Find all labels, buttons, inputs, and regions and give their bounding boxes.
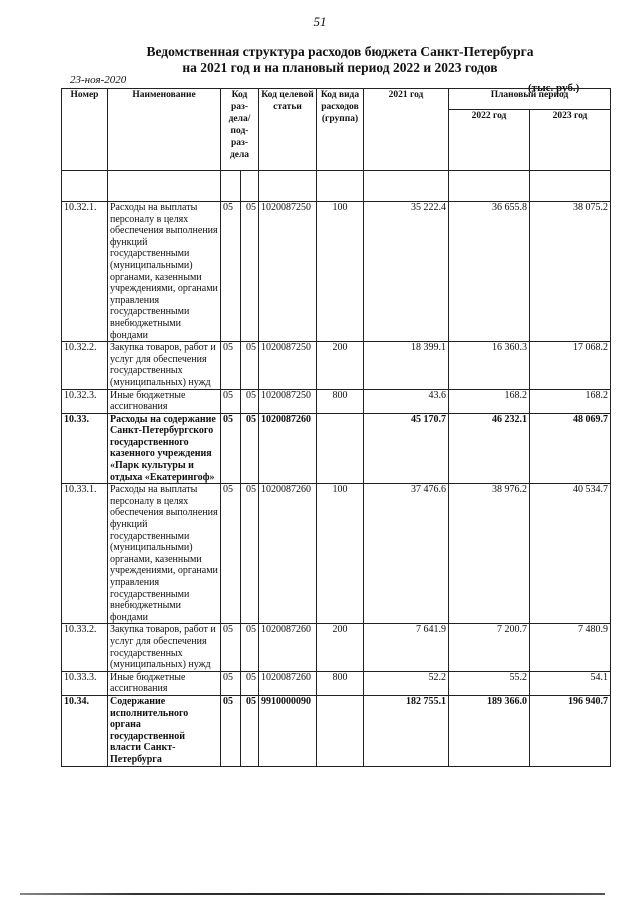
header-2022: 2022 год xyxy=(449,110,530,171)
row-number: 10.32.3. xyxy=(62,389,108,413)
row-target-code: 1020087260 xyxy=(259,671,317,695)
row-expense-type xyxy=(317,413,364,484)
row-value-2021: 52.2 xyxy=(364,671,449,695)
spacer-cell xyxy=(241,171,259,202)
row-expense-type xyxy=(317,695,364,766)
row-number: 10.32.1. xyxy=(62,202,108,342)
row-section-code: 05 xyxy=(221,624,241,671)
row-name: Закупка товаров, работ и услуг для обеспечения государственных (муниципальных) нужд xyxy=(108,342,221,389)
budget-table xyxy=(61,88,611,767)
row-value-2021: 37 476.6 xyxy=(364,484,449,624)
row-value-2023: 17 068.2 xyxy=(530,342,611,389)
spacer-cell xyxy=(108,171,221,202)
spacer-cell xyxy=(62,171,108,202)
spacer-cell xyxy=(221,171,241,202)
row-value-2023: 40 534.7 xyxy=(530,484,611,624)
table-row xyxy=(62,695,611,766)
spacer-cell xyxy=(317,171,364,202)
header-target: Код целевой статьи xyxy=(259,89,317,171)
row-target-code: 1020087260 xyxy=(259,484,317,624)
row-section-code: 05 xyxy=(221,413,241,484)
header-name: Наименование xyxy=(108,89,221,171)
row-target-code: 9910000090 xyxy=(259,695,317,766)
row-value-2022: 168.2 xyxy=(449,389,530,413)
row-target-code: 1020087250 xyxy=(259,389,317,413)
header-section: Код раз-дела/ под-раз-дела xyxy=(221,89,259,171)
row-value-2023: 38 075.2 xyxy=(530,202,611,342)
header-row-1 xyxy=(62,89,611,110)
table-body xyxy=(62,202,611,767)
header-2023: 2023 год xyxy=(530,110,611,171)
row-name: Расходы на выплаты персоналу в целях обеспечения выполнения функций государственными (муниципальными) органами, казенными учреждениями, органами управления государственными внебюджетными фондами xyxy=(108,484,221,624)
row-subsection-code: 05 xyxy=(241,624,259,671)
row-subsection-code: 05 xyxy=(241,202,259,342)
row-value-2022: 38 976.2 xyxy=(449,484,530,624)
scan-edge-line xyxy=(20,893,605,895)
row-value-2022: 189 366.0 xyxy=(449,695,530,766)
spacer-cell xyxy=(449,171,530,202)
title-line-1: Ведомственная структура расходов бюджета Санкт-Петербурга xyxy=(146,44,534,59)
row-value-2023: 7 480.9 xyxy=(530,624,611,671)
table-row xyxy=(62,342,611,389)
row-value-2021: 7 641.9 xyxy=(364,624,449,671)
document-title xyxy=(0,44,640,76)
header-plan: Плановый период xyxy=(449,89,611,110)
table-row xyxy=(62,202,611,342)
row-number: 10.33. xyxy=(62,413,108,484)
spacer-cell xyxy=(530,171,611,202)
row-name: Расходы на выплаты персоналу в целях обеспечения выполнения функций государственными (муниципальными) органами, казенными учреждениями, органами управления государственными внебюджетными фондами xyxy=(108,202,221,342)
row-value-2021: 45 170.7 xyxy=(364,413,449,484)
row-expense-type: 200 xyxy=(317,624,364,671)
row-target-code: 1020087250 xyxy=(259,342,317,389)
row-number: 10.32.2. xyxy=(62,342,108,389)
header-number: Номер xyxy=(62,89,108,171)
row-value-2021: 182 755.1 xyxy=(364,695,449,766)
row-expense-type: 800 xyxy=(317,389,364,413)
row-section-code: 05 xyxy=(221,202,241,342)
row-name: Иные бюджетные ассигнования xyxy=(108,389,221,413)
row-subsection-code: 05 xyxy=(241,342,259,389)
row-number: 10.33.3. xyxy=(62,671,108,695)
units-label: (тыс. руб.) xyxy=(528,82,580,94)
row-section-code: 05 xyxy=(221,342,241,389)
row-value-2022: 36 655.8 xyxy=(449,202,530,342)
title-line-2: на 2021 год и на плановый период 2022 и 2023 годов xyxy=(182,60,498,75)
row-value-2022: 7 200.7 xyxy=(449,624,530,671)
spacer-cell xyxy=(259,171,317,202)
spacer-cell xyxy=(364,171,449,202)
row-value-2022: 16 360.3 xyxy=(449,342,530,389)
row-target-code: 1020087260 xyxy=(259,413,317,484)
row-section-code: 05 xyxy=(221,695,241,766)
row-name: Иные бюджетные ассигнования xyxy=(108,671,221,695)
row-value-2023: 54.1 xyxy=(530,671,611,695)
row-subsection-code: 05 xyxy=(241,484,259,624)
table-row xyxy=(62,413,611,484)
table-row xyxy=(62,624,611,671)
row-value-2022: 55.2 xyxy=(449,671,530,695)
page-number: 51 xyxy=(313,14,327,29)
row-target-code: 1020087250 xyxy=(259,202,317,342)
row-value-2021: 18 399.1 xyxy=(364,342,449,389)
row-target-code: 1020087260 xyxy=(259,624,317,671)
row-section-code: 05 xyxy=(221,671,241,695)
row-subsection-code: 05 xyxy=(241,389,259,413)
row-expense-type: 100 xyxy=(317,484,364,624)
row-value-2021: 43.6 xyxy=(364,389,449,413)
row-expense-type: 100 xyxy=(317,202,364,342)
row-number: 10.33.2. xyxy=(62,624,108,671)
row-value-2023: 48 069.7 xyxy=(530,413,611,484)
table-row xyxy=(62,671,611,695)
document-date: 23-ноя-2020 xyxy=(70,74,127,86)
header-spacer-row xyxy=(62,171,611,202)
row-name: Закупка товаров, работ и услуг для обеспечения государственных (муниципальных) нужд xyxy=(108,624,221,671)
row-name: Содержание исполнительного органа государственной власти Санкт-Петербурга xyxy=(108,695,221,766)
row-value-2023: 168.2 xyxy=(530,389,611,413)
row-subsection-code: 05 xyxy=(241,671,259,695)
row-value-2021: 35 222.4 xyxy=(364,202,449,342)
row-value-2023: 196 940.7 xyxy=(530,695,611,766)
row-section-code: 05 xyxy=(221,484,241,624)
header-2021: 2021 год xyxy=(364,89,449,171)
table-row xyxy=(62,389,611,413)
row-value-2022: 46 232.1 xyxy=(449,413,530,484)
row-subsection-code: 05 xyxy=(241,413,259,484)
row-expense-type: 200 xyxy=(317,342,364,389)
row-section-code: 05 xyxy=(221,389,241,413)
row-expense-type: 800 xyxy=(317,671,364,695)
row-subsection-code: 05 xyxy=(241,695,259,766)
table-row xyxy=(62,484,611,624)
row-number: 10.34. xyxy=(62,695,108,766)
row-number: 10.33.1. xyxy=(62,484,108,624)
row-name: Расходы на содержание Санкт-Петербургского государственного казенного учреждения «Парк культуры и отдыха «Екатерингоф» xyxy=(108,413,221,484)
header-type: Код вида расходов (группа) xyxy=(317,89,364,171)
